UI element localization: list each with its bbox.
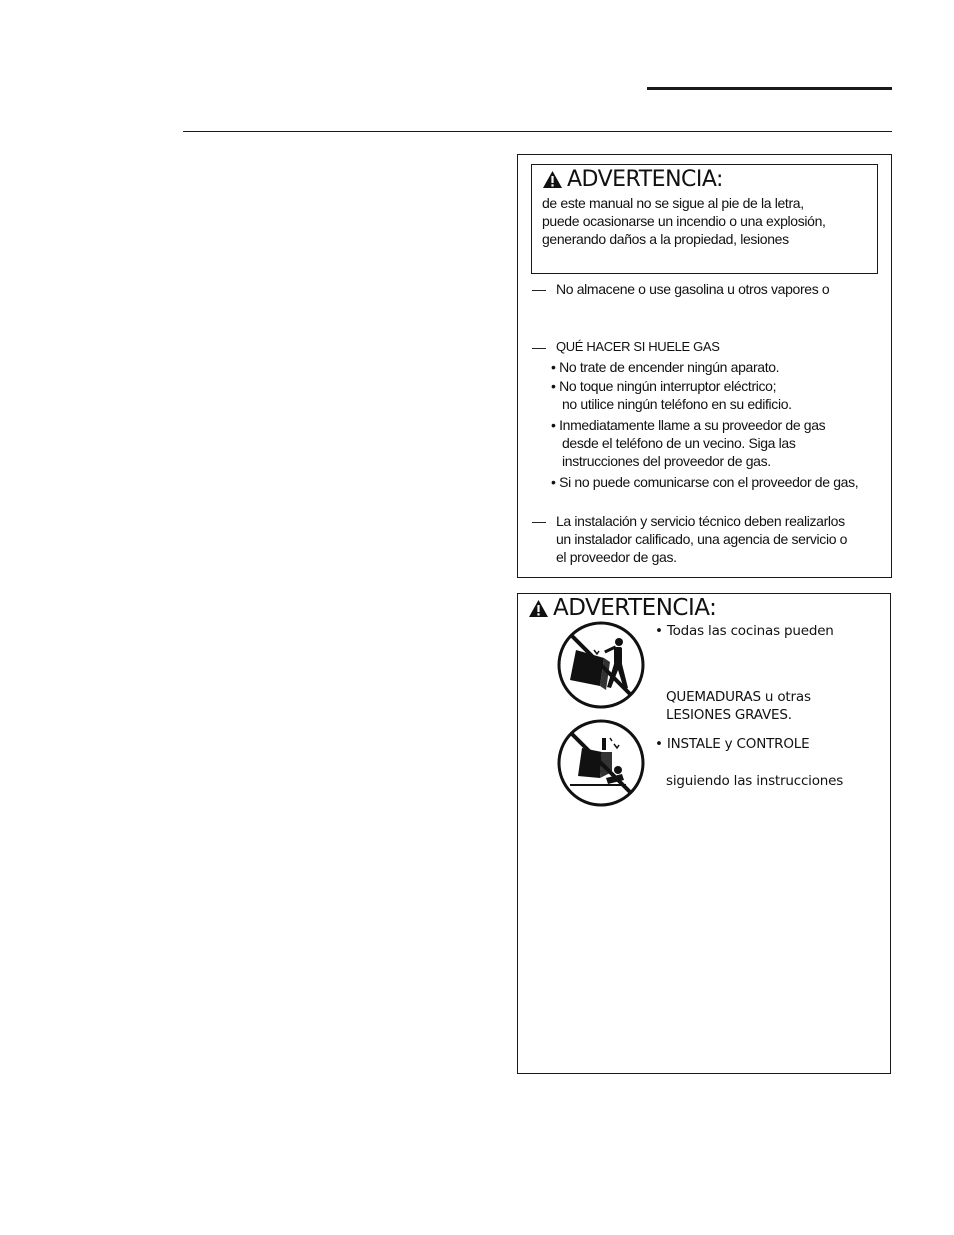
gas-smell-bullet-4: • Si no puede comunicarse con el proveedor de gas, <box>551 474 859 490</box>
tip-over-warning-title <box>528 595 716 621</box>
gas-smell-heading: QUÉ HACER SI HUELE GAS <box>556 339 720 354</box>
warning-triangle-icon <box>528 599 549 618</box>
gas-warning-title <box>542 167 723 192</box>
dash-bullet: — <box>532 513 546 529</box>
gas-smell-bullet-2a: • No toque ningún interruptor eléctrico; <box>551 378 777 394</box>
tip-over-warning-title-text: ADVERTENCIA: <box>553 595 717 621</box>
warning-triangle-icon <box>542 170 563 189</box>
gas-smell-bullet-3b: desde el teléfono de un vecino. Siga las <box>562 435 796 451</box>
gas-smell-bullet-1: • No trate de encender ningún aparato. <box>551 359 780 375</box>
gas-warning-install-line1: La instalación y servicio técnico deben realizarlos <box>556 513 845 529</box>
dash-bullet: — <box>532 281 546 297</box>
tip-over-text-line1: • Todas las cocinas pueden <box>655 623 834 639</box>
gas-warning-intro-line1: de este manual no se sigue al pie de la letra, <box>542 195 804 211</box>
tip-over-text-line2: QUEMADURAS u otras <box>666 689 811 705</box>
gas-warning-item-storage: No almacene o use gasolina u otros vapores o <box>556 281 830 297</box>
gas-warning-intro-line2: puede ocasionarse un incendio o una explosión, <box>542 213 826 229</box>
gas-warning-install-line2: un instalador calificado, una agencia de servicio o <box>556 531 848 547</box>
gas-warning-title-text: ADVERTENCIA: <box>567 167 723 192</box>
header-rule-thin <box>183 131 892 132</box>
tip-over-falling-prohibited-icon <box>556 718 646 808</box>
gas-warning-intro-line3: generando daños a la propiedad, lesiones <box>542 231 789 247</box>
tip-over-text-line4: • INSTALE y CONTROLE <box>655 736 810 752</box>
tip-over-standing-prohibited-icon <box>556 620 646 710</box>
tip-over-text-line5: siguiendo las instrucciones <box>666 773 844 789</box>
gas-warning-install-line3: el proveedor de gas. <box>556 549 677 565</box>
gas-smell-bullet-2b: no utilice ningún teléfono en su edificio. <box>562 396 792 412</box>
header-rule-thick <box>647 87 892 90</box>
gas-smell-bullet-3c: instrucciones del proveedor de gas. <box>562 453 771 469</box>
gas-smell-bullet-3a: • Inmediatamente llame a su proveedor de gas <box>551 417 826 433</box>
dash-bullet: — <box>532 339 546 355</box>
tip-over-text-line3: LESIONES GRAVES. <box>666 707 792 723</box>
